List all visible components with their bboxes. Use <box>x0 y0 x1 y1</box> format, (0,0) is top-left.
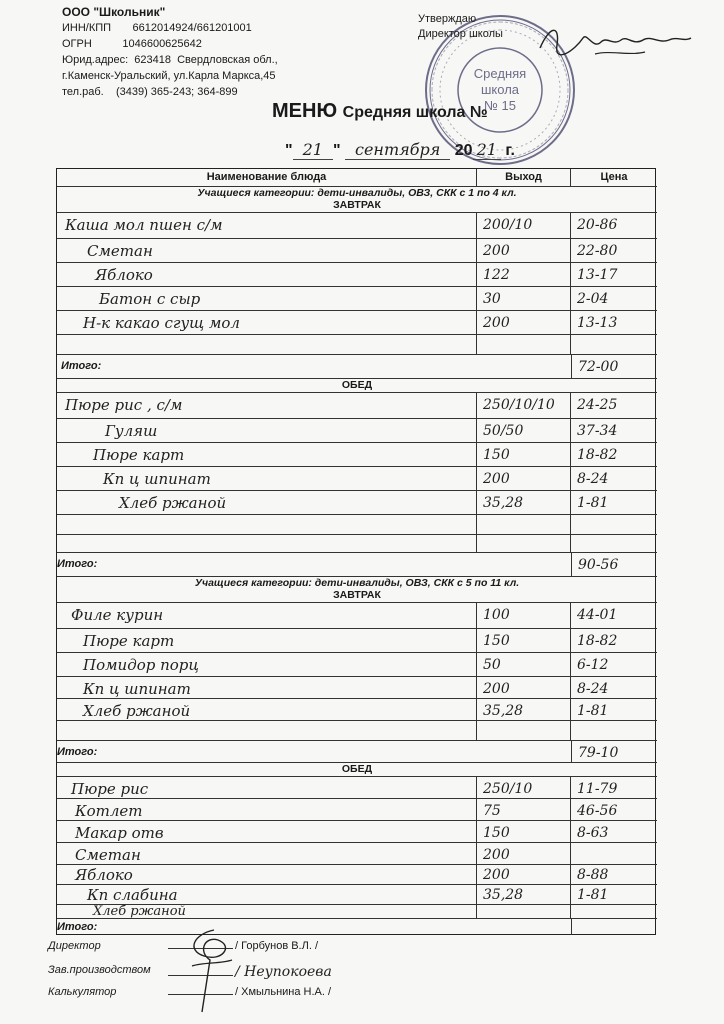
dish-out: 200 <box>477 843 571 864</box>
ogrn-label: ОГРН <box>62 38 92 50</box>
dish-out: 200 <box>477 865 571 884</box>
signatures-block <box>48 940 668 1010</box>
dish-name: Пюре рис <box>57 777 477 798</box>
dish-name: Котлет <box>57 799 477 820</box>
dish-out: 50 <box>477 653 571 676</box>
table-row <box>57 799 657 821</box>
dish-name: Филе курин <box>57 603 477 628</box>
empty-cell <box>571 335 657 354</box>
table-row <box>57 443 657 467</box>
dish-out: 200 <box>477 239 571 262</box>
approve-label: Утверждаю <box>418 13 477 25</box>
dish-out: 75 <box>477 799 571 820</box>
dish-out: 200 <box>477 467 571 490</box>
inn-label: ИНН/КПП <box>62 22 112 34</box>
table-row <box>57 311 657 335</box>
date-year-suffix: 21 <box>473 140 501 160</box>
ogrn-row <box>62 36 278 52</box>
dish-price: 22-80 <box>577 243 618 259</box>
date-day: 21 <box>293 140 333 160</box>
table-row <box>57 467 657 491</box>
dish-name: Сметан <box>57 843 477 864</box>
dish-out: 122 <box>477 263 571 286</box>
col-header-name: Наименование блюда <box>57 169 477 186</box>
dish-price: 37-34 <box>577 423 618 439</box>
empty-cell <box>57 535 477 552</box>
table-header-row <box>57 169 657 187</box>
dish-name: Яблоко <box>57 263 477 286</box>
dish-price: 20-86 <box>577 217 618 233</box>
table-row-empty <box>57 535 657 553</box>
table-row <box>57 419 657 443</box>
dish-out: 150 <box>477 443 571 466</box>
empty-cell <box>571 515 657 534</box>
dish-price: 8-24 <box>577 471 609 487</box>
dish-name: Яблоко <box>57 865 477 884</box>
dish-out: 35,28 <box>477 491 571 514</box>
col-header-price: Цена <box>600 171 628 183</box>
dish-price: 18-82 <box>577 633 618 649</box>
dish-name: Хлеб ржаной <box>57 905 477 918</box>
seal-line-2: школа <box>480 82 520 97</box>
table-row <box>57 393 657 419</box>
empty-cell <box>57 721 477 740</box>
dish-out: 30 <box>477 287 571 310</box>
dish-price: 18-82 <box>577 447 618 463</box>
dish-name: Пюре карт <box>57 629 477 652</box>
table-row <box>57 213 657 239</box>
dish-price: 13-17 <box>577 267 618 283</box>
table-row <box>57 777 657 799</box>
date-line: " 21 " сентября 20 21 г. <box>285 140 515 159</box>
director-label: Директор <box>48 940 101 952</box>
empty-cell <box>571 535 657 552</box>
production-name: / Неупокоева <box>235 964 332 980</box>
dish-name: Каша мол пшен с/м <box>57 213 477 238</box>
dish-name: Пюре рис , с/м <box>57 393 477 418</box>
category-heading: Учащиеся категории: дети-инвалиды, ОВЗ, СКК с 1 по 4 кл. <box>197 187 517 199</box>
total-value: 90-56 <box>571 553 657 576</box>
dish-price: 44-01 <box>577 607 618 623</box>
approval-signature-icon <box>535 20 695 60</box>
dish-name: Помидор порц <box>57 653 477 676</box>
empty-cell <box>571 721 657 740</box>
dish-price: 11-79 <box>577 781 618 797</box>
col-header-out: Выход <box>477 169 571 186</box>
dish-price: 8-63 <box>577 825 609 841</box>
empty-cell <box>477 515 571 534</box>
dish-price: 46-56 <box>577 803 618 819</box>
menu-table <box>56 168 656 935</box>
table-row-empty <box>57 335 657 355</box>
dish-price <box>571 843 657 864</box>
category-heading: Учащиеся категории: дети-инвалиды, ОВЗ, СКК с 5 по 11 кл. <box>194 577 520 589</box>
dish-name: Гуляш <box>57 419 477 442</box>
dish-name: Н-к какао сгущ мол <box>57 311 477 334</box>
total-value: 72-00 <box>571 355 657 378</box>
inn-row <box>62 20 278 36</box>
dish-price: 1-81 <box>577 703 609 719</box>
page-title <box>272 100 488 123</box>
organization-block <box>62 4 278 100</box>
table-row <box>57 287 657 311</box>
director-name: / Горбунов В.Л. / <box>235 940 318 952</box>
approval-block <box>418 12 503 42</box>
table-row <box>57 239 657 263</box>
calculator-name: / Хмыльнина Н.А. / <box>235 986 332 998</box>
date-year-unit: г. <box>505 142 515 159</box>
dish-out: 50/50 <box>477 419 571 442</box>
title-sub: Средняя школа № <box>342 104 488 121</box>
dish-out: 200 <box>477 311 571 334</box>
dish-name: Пюре карт <box>57 443 477 466</box>
dish-out <box>477 905 571 918</box>
dish-out: 100 <box>477 603 571 628</box>
total-label: Итого: <box>57 558 98 570</box>
empty-cell <box>57 335 477 354</box>
inn-value: 6612014924/661201001 <box>132 22 252 34</box>
dish-out: 250/10/10 <box>477 393 571 418</box>
address-line-2: г.Каменск-Уральский, ул.Карла Маркса,45 <box>62 70 276 82</box>
table-row <box>57 491 657 515</box>
total-label: Итого: <box>57 746 98 758</box>
dish-name: Сметан <box>57 239 477 262</box>
total-row <box>57 355 657 379</box>
dish-price: 8-88 <box>577 867 609 883</box>
table-row-empty <box>57 515 657 535</box>
meal-heading: ОБЕД <box>57 379 657 393</box>
table-row <box>57 843 657 865</box>
dish-out: 200 <box>477 677 571 698</box>
dish-name: Кп слабина <box>57 885 477 904</box>
dish-name: Батон с сыр <box>57 287 477 310</box>
total-label: Итого: <box>61 360 102 372</box>
table-row <box>57 885 657 905</box>
table-row <box>57 677 657 699</box>
seal-line-3: № 15 <box>483 98 517 113</box>
table-row <box>57 905 657 919</box>
date-month: сентября <box>345 140 450 160</box>
dish-price: 2-04 <box>577 291 609 307</box>
production-label: Зав.производством <box>48 964 151 976</box>
empty-cell <box>477 721 571 740</box>
date-year-prefix: 20 <box>454 142 473 159</box>
address-line-1: Юрид.адрес: 623418 Свердловская обл., <box>62 54 278 66</box>
org-name: ООО "Школьник" <box>62 5 166 19</box>
meal-heading: ЗАВТРАК <box>57 589 657 603</box>
table-row <box>57 821 657 843</box>
total-row <box>57 741 657 763</box>
seal-line-1: Средняя <box>473 66 527 81</box>
director-signature-icon <box>174 926 254 1016</box>
dish-price: 13-13 <box>577 315 618 331</box>
dish-out: 150 <box>477 821 571 842</box>
meal-heading: ЗАВТРАК <box>57 199 657 213</box>
phone: тел.раб. (3439) 365-243; 364-899 <box>62 86 238 98</box>
table-row <box>57 263 657 287</box>
dish-price: 8-24 <box>577 681 609 697</box>
dish-price: 1-81 <box>577 495 609 511</box>
table-row <box>57 653 657 677</box>
empty-cell <box>477 335 571 354</box>
dish-out: 200/10 <box>477 213 571 238</box>
dish-out: 250/10 <box>477 777 571 798</box>
dish-price: 24-25 <box>577 397 618 413</box>
dish-name: Кп ц шпинат <box>57 677 477 698</box>
dish-out: 35,28 <box>477 699 571 720</box>
dish-name: Хлеб ржаной <box>57 491 477 514</box>
dish-name: Кп ц шпинат <box>57 467 477 490</box>
empty-cell <box>57 515 477 534</box>
total-value <box>571 919 657 935</box>
dish-out: 150 <box>477 629 571 652</box>
dish-out: 35,28 <box>477 885 571 904</box>
table-row <box>57 603 657 629</box>
table-row <box>57 699 657 721</box>
title-main: МЕНЮ <box>272 100 338 122</box>
total-row <box>57 919 657 935</box>
empty-cell <box>477 535 571 552</box>
dish-price <box>571 905 657 918</box>
total-row <box>57 553 657 577</box>
dish-price: 6-12 <box>577 657 609 673</box>
dish-price: 1-81 <box>577 887 609 903</box>
dish-name: Макар отв <box>57 821 477 842</box>
ogrn-value: 1046600625642 <box>122 38 202 50</box>
table-row <box>57 865 657 885</box>
director-school-label: Директор школы <box>418 28 503 40</box>
meal-heading: ОБЕД <box>57 763 657 777</box>
table-row-empty <box>57 721 657 741</box>
table-row <box>57 629 657 653</box>
total-value: 79-10 <box>571 741 657 762</box>
total-label: Итого: <box>57 921 98 933</box>
calculator-label: Калькулятор <box>48 986 117 998</box>
dish-name: Хлеб ржаной <box>57 699 477 720</box>
